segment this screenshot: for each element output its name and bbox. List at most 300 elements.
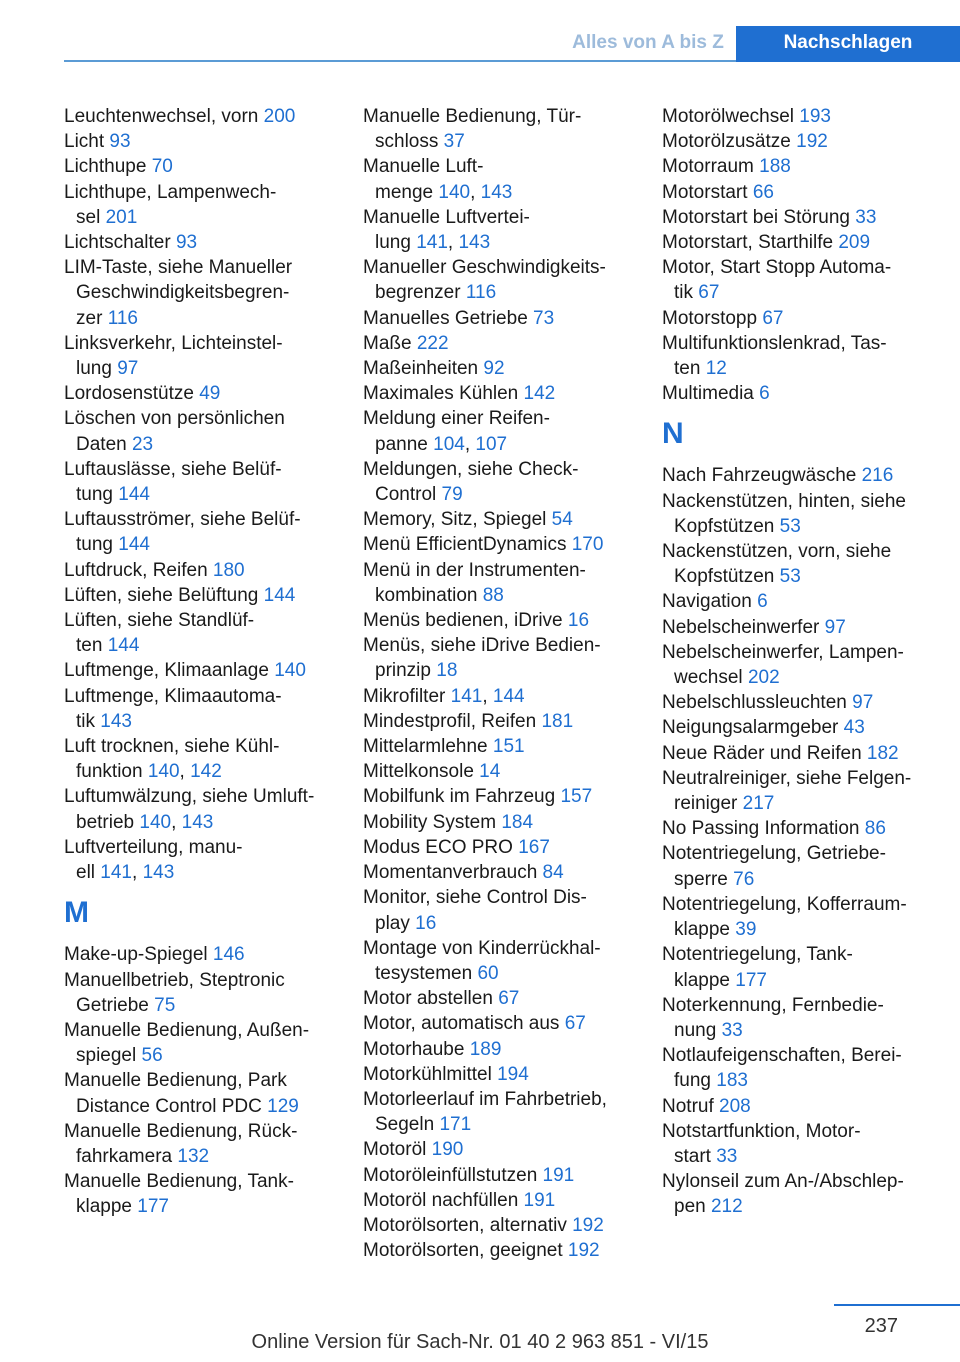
index-entry-term: Nackenstützen, hinten, siehe <box>662 490 906 512</box>
index-entry-term: Daten <box>76 433 127 455</box>
index-entry-term: Nach Fahrzeugwäsche <box>662 465 857 487</box>
index-entry-term: Menüs bedienen, iDrive <box>363 610 563 632</box>
page-reference-link[interactable]: 88 <box>482 584 504 606</box>
index-entry <box>363 1087 653 1137</box>
page-reference-link[interactable]: 143 <box>142 862 175 884</box>
index-entry-term: Luft trocknen, siehe Kühl- <box>64 736 280 758</box>
index-entry <box>64 1119 354 1169</box>
index-entry <box>363 532 653 557</box>
page-reference-link[interactable]: 157 <box>560 786 593 808</box>
index-entry-term: Maße <box>363 332 412 354</box>
page-reference-link[interactable]: 209 <box>838 232 871 254</box>
index-entry <box>363 633 653 683</box>
page-reference-link[interactable]: 189 <box>469 1038 502 1060</box>
index-entry <box>662 615 952 640</box>
index-entry <box>363 986 653 1011</box>
index-entry <box>64 608 354 658</box>
index-entry-term: Navigation <box>662 591 752 613</box>
index-entry-term: ten <box>674 358 701 380</box>
page-reference-link[interactable]: 192 <box>572 1214 604 1236</box>
page-reference-link[interactable]: 144 <box>118 534 150 556</box>
index-entry-term: Löschen von persönlichen <box>64 408 285 430</box>
page-reference-link[interactable]: 33 <box>716 1145 738 1167</box>
page-reference-link[interactable]: 84 <box>542 862 564 884</box>
index-entry <box>64 942 354 967</box>
page-reference-link[interactable]: 76 <box>733 868 755 890</box>
page-reference-link[interactable]: 86 <box>864 818 886 840</box>
index-entry-term: play <box>375 912 410 934</box>
index-entry-term: Mikrofilter <box>363 685 446 707</box>
index-entry-term: Neue Räder und Reifen <box>662 742 862 764</box>
index-entry-term: menge <box>375 181 434 203</box>
index-entry <box>64 583 354 608</box>
index-entry-term: Getriebe <box>76 994 149 1016</box>
page-reference-link[interactable]: 184 <box>501 811 534 833</box>
index-entry-term: Notentriegelung, Getriebe- <box>662 843 886 865</box>
index-entry <box>64 658 354 683</box>
index-entry <box>363 810 653 835</box>
index-entry <box>662 741 952 766</box>
page-number: 237 <box>864 1315 898 1337</box>
index-entry-term: tung <box>76 484 113 506</box>
index-entry: Mikrofilter 141, 144 <box>363 685 525 707</box>
index-entry-term: Momentanverbrauch <box>363 862 538 884</box>
page-reference-link[interactable]: 171 <box>439 1114 472 1136</box>
page-reference-link[interactable]: 23 <box>131 433 154 455</box>
page-reference-link[interactable]: 142 <box>190 761 222 783</box>
index-entry-term: Menü EfficientDynamics <box>363 534 567 556</box>
index-entry <box>662 993 952 1043</box>
index-entry <box>662 381 952 406</box>
index-entry-term: Motor, automatisch aus <box>363 1013 560 1035</box>
index-entry <box>662 1119 952 1169</box>
index-column-1 <box>64 104 354 1220</box>
page-reference-link[interactable]: 92 <box>483 358 505 380</box>
index-entry <box>64 1068 354 1118</box>
index-entry-term: Notentriegelung, Tank- <box>662 944 853 966</box>
index-entry-term: Mittelkonsole <box>363 761 474 783</box>
index-entry-term: Luftumwälzung, siehe Umluft- <box>64 786 315 808</box>
page-reference-link[interactable]: 177 <box>137 1196 169 1218</box>
index-entry: Luft trocknen, siehe Kühl- funktion 140, 142 <box>64 736 280 783</box>
index-entry-term: Luftverteilung, manu- <box>64 836 243 858</box>
index-entry-term: ten <box>76 635 103 657</box>
page-reference-link[interactable]: 183 <box>716 1070 748 1092</box>
index-entry-term: prinzip <box>375 660 431 682</box>
page-reference-link[interactable]: 181 <box>541 710 574 732</box>
index-entry-term: Luftauslässe, siehe Belüf- <box>64 458 282 480</box>
page-reference-link[interactable]: 143 <box>458 232 491 254</box>
index-entry <box>363 104 653 154</box>
index-entry-term: Notlaufeigenschaften, Berei- <box>662 1045 902 1067</box>
index-entry-term: Monitor, siehe Control Dis- <box>363 887 587 909</box>
index-entry <box>64 154 354 179</box>
index-entry <box>363 507 653 532</box>
page-reference-link[interactable]: 144 <box>492 685 525 707</box>
index-entry <box>662 766 952 816</box>
index-entry-term: Motorölzusätze <box>662 131 791 153</box>
page-reference-link[interactable]: 79 <box>441 484 463 506</box>
page-reference-link[interactable]: 116 <box>465 282 497 304</box>
index-entry-term: Nylonseil zum An-/Abschlep- <box>662 1171 904 1193</box>
page-reference-link[interactable]: 140 <box>147 761 180 783</box>
index-entry <box>662 489 952 539</box>
page-reference-link[interactable]: 142 <box>523 383 556 405</box>
index-entry-term: Notstartfunktion, Motor- <box>662 1120 861 1142</box>
index-entry-term: Control <box>375 484 437 506</box>
index-entry-term: Motorraum <box>662 156 754 178</box>
index-entry: Luftverteilung, manu- ell 141, 143 <box>64 836 243 884</box>
index-entry-term: Manuelles Getriebe <box>363 307 528 329</box>
index-entry <box>363 759 653 784</box>
page-reference-link[interactable]: 146 <box>212 944 245 966</box>
index-entry-term: Luftmenge, Klimaanlage <box>64 660 269 682</box>
index-entry <box>363 306 653 331</box>
index-entry-term: Manuelle Bedienung, Park <box>64 1070 287 1092</box>
index-entry-term: Neigungsalarmgeber <box>662 717 839 739</box>
index-entry <box>363 558 653 608</box>
page-reference-link[interactable]: 14 <box>479 761 501 783</box>
index-entry <box>662 539 952 589</box>
index-entry: Manuelle Luftvertei- lung 141, 143 <box>363 206 530 254</box>
page-reference-link[interactable]: 16 <box>567 610 590 632</box>
index-entry <box>64 1018 354 1068</box>
index-entry <box>662 816 952 841</box>
index-entry <box>662 255 952 305</box>
index-entry <box>662 892 952 942</box>
page-reference-link[interactable]: 97 <box>852 692 874 714</box>
page-reference-link[interactable]: 39 <box>735 919 757 941</box>
page-reference-link[interactable]: 16 <box>415 912 437 934</box>
page-reference-link[interactable]: 141 <box>100 862 132 884</box>
page-reference-link[interactable]: 12 <box>705 358 727 380</box>
page-reference-link[interactable]: 192 <box>567 1240 600 1262</box>
page-reference-link[interactable]: 33 <box>855 206 877 228</box>
index-entry-term: Motorkühlmittel <box>363 1063 492 1085</box>
page-reference-link[interactable]: 116 <box>107 307 138 329</box>
page-reference-link[interactable]: 194 <box>497 1063 529 1085</box>
index-entry <box>662 230 952 255</box>
page-reference-link[interactable]: 144 <box>118 484 150 506</box>
index-entry-term: Kopfstützen <box>674 515 775 537</box>
index-entry-term: Nebelschlussleuchten <box>662 692 847 714</box>
index-entry <box>363 1238 653 1263</box>
index-entry-term: tung <box>76 534 113 556</box>
index-entry-term: Motor abstellen <box>363 988 493 1010</box>
page-reference-link[interactable]: 167 <box>518 836 550 858</box>
header-section-label: Alles von A bis Z <box>572 32 724 53</box>
page-reference-link[interactable]: 129 <box>267 1095 299 1117</box>
page-reference-link[interactable]: 140 <box>438 181 471 203</box>
index-entry <box>662 715 952 740</box>
index-entry-term: ell <box>76 862 96 884</box>
index-entry <box>64 331 354 381</box>
index-entry-term: Motorstopp <box>662 307 758 329</box>
index-entry-term: Notruf <box>662 1095 714 1117</box>
page-reference-link[interactable]: 73 <box>533 307 555 329</box>
index-entry-term: Lordosenstütze <box>64 383 194 405</box>
index-entry <box>363 1137 653 1162</box>
page-reference-link[interactable]: 33 <box>721 1019 743 1041</box>
index-entry-term: funktion <box>76 761 143 783</box>
index-entry <box>662 589 952 614</box>
page-reference-link[interactable]: 143 <box>100 710 132 732</box>
index-entry-term: lung <box>375 232 411 254</box>
index-entry <box>662 331 952 381</box>
index-entry-term: Nebelscheinwerfer, Lampen- <box>662 641 904 663</box>
index-entry-term: Distance Control PDC <box>76 1095 262 1117</box>
index-entry-term: tik <box>674 282 693 304</box>
page-reference-link[interactable]: 66 <box>752 181 774 203</box>
index-entry <box>64 381 354 406</box>
page-reference-link[interactable]: 107 <box>475 433 508 455</box>
index-entry-term: Geschwindigkeitsbegren- <box>76 282 290 304</box>
index-entry-term: Mobility System <box>363 811 497 833</box>
page-reference-link[interactable]: 191 <box>542 1164 575 1186</box>
page-reference-link[interactable]: 191 <box>523 1189 556 1211</box>
index-entry-term: Manueller Geschwindigkeits- <box>363 257 606 279</box>
page-reference-link[interactable]: 97 <box>824 616 846 638</box>
index-entry-term: Manuelle Bedienung, Tür- <box>363 106 582 127</box>
page-reference-link[interactable]: 180 <box>212 559 245 581</box>
index-entry <box>363 1062 653 1087</box>
page-reference-link[interactable]: 67 <box>698 282 720 304</box>
index-entry-term: sperre <box>674 868 728 890</box>
index-entry-term: tesystemen <box>375 962 473 984</box>
index-entry <box>363 1188 653 1213</box>
index-entry-term: Menüs, siehe iDrive Bedien- <box>363 635 601 657</box>
page-reference-link[interactable]: 60 <box>477 962 499 984</box>
index-entry <box>363 1163 653 1188</box>
page-reference-link[interactable]: 177 <box>735 969 767 991</box>
index-entry <box>64 1169 354 1219</box>
index-entry-term: Motorölsorten, geeignet <box>363 1240 563 1262</box>
page-reference-link[interactable]: 143 <box>480 181 513 203</box>
page-reference-link[interactable]: 200 <box>263 106 296 127</box>
page-reference-link[interactable]: 222 <box>416 332 449 354</box>
index-entry-term: schloss <box>375 131 439 153</box>
index-entry-term: Lüften, siehe Belüftung <box>64 584 259 606</box>
page-reference-link[interactable]: 144 <box>107 635 140 657</box>
index-entry-term: Mittelarmlehne <box>363 736 488 758</box>
index-entry <box>64 230 354 255</box>
page-reference-link[interactable]: 217 <box>742 793 775 815</box>
header-chapter-tab: Nachschlagen <box>736 26 960 62</box>
index-entry-term: Motorstart <box>662 181 748 203</box>
page-reference-link[interactable]: 140 <box>274 660 306 682</box>
page-reference-link[interactable]: 208 <box>719 1095 751 1117</box>
index-entry-term: panne <box>375 433 428 455</box>
index-entry-term: klappe <box>674 969 730 991</box>
index-entry-term: Lichthupe, Lampenwech- <box>64 181 277 203</box>
index-entry-term: Manuelle Bedienung, Außen- <box>64 1019 310 1041</box>
index-entry-term: Nackenstützen, vorn, siehe <box>662 541 892 563</box>
index-entry-term: reiniger <box>674 793 738 815</box>
index-entry-term: Menü in der Instrumenten- <box>363 559 586 581</box>
index-entry <box>662 1169 952 1219</box>
index-entry <box>363 381 653 406</box>
page-reference-link[interactable]: 97 <box>117 358 139 380</box>
index-column-2 <box>363 104 653 1263</box>
index-entry-term: Segeln <box>375 1114 435 1136</box>
page-reference-link[interactable]: 201 <box>105 206 138 228</box>
index-entry <box>64 457 354 507</box>
index-letter-heading: N <box>662 417 684 451</box>
page-reference-link[interactable]: 67 <box>762 307 784 329</box>
page-reference-link[interactable]: 193 <box>799 106 831 127</box>
index-entry <box>363 608 653 633</box>
page-reference-link[interactable]: 67 <box>498 988 520 1010</box>
index-entry <box>363 457 653 507</box>
page-reference-link[interactable]: 6 <box>759 383 770 405</box>
index-entry-term: betrieb <box>76 811 135 833</box>
page-reference-link[interactable]: 93 <box>109 131 131 153</box>
page-reference-link[interactable]: 170 <box>571 534 604 556</box>
index-entry-term: Mobilfunk im Fahrzeug <box>363 786 556 808</box>
page-reference-link[interactable]: 104 <box>433 433 465 455</box>
index-entry <box>363 936 653 986</box>
page-reference-link[interactable]: 54 <box>551 509 573 531</box>
index-entry <box>363 1037 653 1062</box>
index-entry-term: Luftmenge, Klimaautoma- <box>64 685 282 707</box>
page-reference-link[interactable]: 56 <box>141 1045 163 1067</box>
index-entry-term: Lichthupe <box>64 156 147 178</box>
page-reference-link[interactable]: 188 <box>759 156 791 178</box>
index-entry <box>64 507 354 557</box>
index-entry-term: Maßeinheiten <box>363 358 479 380</box>
index-entry <box>662 690 952 715</box>
index-entry-term: Multifunktionslenkrad, Tas- <box>662 332 887 354</box>
index-entry-term: wechsel <box>674 667 743 689</box>
index-entry <box>363 885 653 935</box>
index-entry-term: Motoröl <box>363 1139 427 1161</box>
index-entry-term: Noterkennung, Fernbedie- <box>662 994 884 1016</box>
index-entry-term: Lichtschalter <box>64 232 171 254</box>
index-entry-term: Memory, Sitz, Spiegel <box>363 509 547 531</box>
index-entry-term: Mindestprofil, Reifen <box>363 710 537 732</box>
page-reference-link[interactable]: 144 <box>263 584 296 606</box>
footer-text: Online Version für Sach-Nr. 01 40 2 963 851 - VI/15 <box>251 1331 709 1353</box>
index-entry-term: klappe <box>76 1196 132 1218</box>
index-entry-term: Make-up-Spiegel <box>64 944 208 966</box>
index-entry-term: Motorhaube <box>363 1038 465 1060</box>
page-reference-link[interactable]: 202 <box>747 667 780 689</box>
index-entry-term: zer <box>76 307 103 329</box>
index-entry <box>662 463 952 488</box>
page-reference-link[interactable]: 49 <box>199 383 221 405</box>
page-reference-link[interactable]: 67 <box>564 1013 586 1035</box>
index-entry-term: Motoröl nachfüllen <box>363 1189 519 1211</box>
index-entry-term: nung <box>674 1019 717 1041</box>
page-reference-link[interactable]: 43 <box>843 717 865 739</box>
page-reference-link[interactable]: 212 <box>710 1196 743 1218</box>
index-entry <box>64 406 354 456</box>
index-entry-term: spiegel <box>76 1045 137 1067</box>
index-entry <box>363 1213 653 1238</box>
index-entry <box>363 331 653 356</box>
index-entry <box>64 104 354 129</box>
index-entry-term: klappe <box>674 919 730 941</box>
index-entry <box>662 154 952 179</box>
index-entry <box>662 1043 952 1093</box>
index-entry <box>662 104 952 129</box>
index-entry-term: Linksverkehr, Lichteinstel- <box>64 332 283 354</box>
page-reference-link[interactable]: 70 <box>151 156 173 178</box>
index-entry <box>64 129 354 154</box>
index-entry-term: kombination <box>375 584 478 606</box>
index-entry-term: Manuelle Bedienung, Rück- <box>64 1120 298 1142</box>
index-entry <box>662 205 952 230</box>
page-reference-link[interactable]: 143 <box>181 811 214 833</box>
index-entry-term: Maximales Kühlen <box>363 383 519 405</box>
page-reference-link[interactable]: 93 <box>175 232 198 254</box>
index-entry-term: Modus ECO PRO <box>363 836 513 858</box>
index-entry: Meldung einer Reifen- panne 104, 107 <box>363 408 550 455</box>
index-letter-heading: M <box>64 896 89 930</box>
index-entry <box>64 968 354 1018</box>
index-entry-term: Manuellbetrieb, Steptronic <box>64 969 285 991</box>
index-entry-term: Motorleerlauf im Fahrbetrieb, <box>363 1088 607 1110</box>
page-reference-link[interactable]: 141 <box>450 685 483 707</box>
index-entry <box>64 180 354 230</box>
page-reference-link[interactable]: 141 <box>416 232 448 254</box>
page-reference-link[interactable]: 190 <box>431 1139 464 1161</box>
index-entry-term: Manuelle Luftvertei- <box>363 206 530 228</box>
index-column-3 <box>662 104 952 1220</box>
page-reference-link[interactable]: 151 <box>492 736 525 758</box>
page-reference-link[interactable]: 216 <box>861 465 894 487</box>
index-entry-term: Motorölwechsel <box>662 106 794 127</box>
page-reference-link[interactable]: 140 <box>139 811 172 833</box>
index-entry-term: Meldungen, siehe Check- <box>363 458 579 480</box>
index-entry-term: Kopfstützen <box>674 566 775 588</box>
page-reference-link[interactable]: 182 <box>866 742 899 764</box>
index-entry <box>363 835 653 860</box>
index-entry-term: tik <box>76 710 95 732</box>
index-entry-term: No Passing Information <box>662 818 860 840</box>
index-entry: Luftumwälzung, siehe Umluft- betrieb 140, 143 <box>64 786 315 833</box>
index-entry-term: Neutralreiniger, siehe Felgen- <box>662 767 912 789</box>
page-reference-link[interactable]: 75 <box>154 994 176 1016</box>
index-entry <box>662 942 952 992</box>
page-reference-link[interactable]: 53 <box>779 566 801 588</box>
index-entry <box>363 709 653 734</box>
index-entry <box>662 640 952 690</box>
index-entry-term: Lüften, siehe Standlüf- <box>64 610 255 632</box>
index-entry-term: Luftdruck, Reifen <box>64 559 208 581</box>
index-entry-term: Luftausströmer, siehe Belüf- <box>64 509 301 531</box>
page-reference-link[interactable]: 18 <box>436 660 458 682</box>
page-reference-link[interactable]: 6 <box>757 591 768 613</box>
index-entry <box>363 784 653 809</box>
index-entry <box>363 1011 653 1036</box>
index-entry <box>363 356 653 381</box>
index-entry-term: Manuelle Luft- <box>363 156 484 178</box>
page-reference-link[interactable]: 53 <box>779 515 801 537</box>
index-entry-term: Licht <box>64 131 105 153</box>
index-entry <box>363 860 653 885</box>
index-entry-term: Montage von Kinderrückhal- <box>363 937 601 959</box>
index-entry-term: Multimedia <box>662 383 754 405</box>
page-reference-link[interactable]: 192 <box>796 131 828 153</box>
index-entry-term: sel <box>76 206 101 228</box>
index-entry-term: Motorölsorten, alternativ <box>363 1214 567 1236</box>
index-entry-term: Manuelle Bedienung, Tank- <box>64 1171 294 1193</box>
page-reference-link[interactable]: 37 <box>443 131 465 153</box>
page-reference-link[interactable]: 132 <box>177 1145 210 1167</box>
index-entry-term: Leuchtenwechsel, vorn <box>64 106 259 127</box>
index-entry <box>363 734 653 759</box>
